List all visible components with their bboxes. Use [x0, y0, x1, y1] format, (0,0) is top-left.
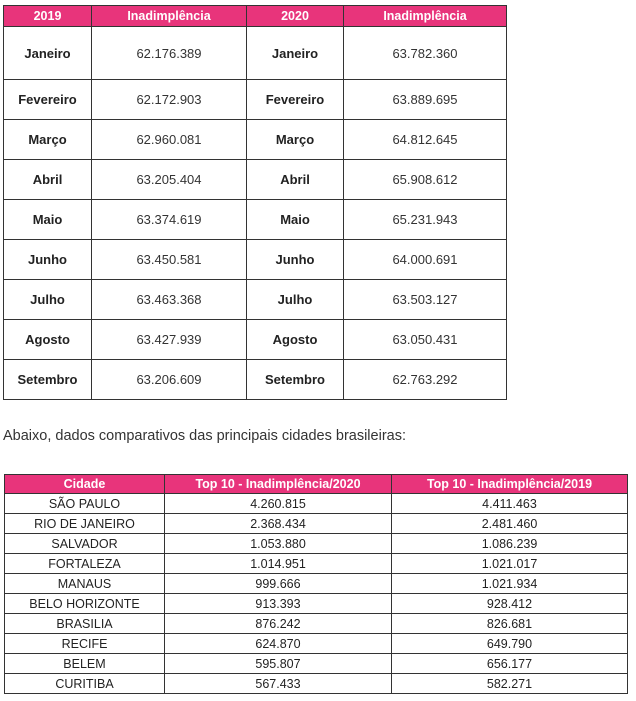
value-cell: 63.463.368 — [92, 280, 247, 320]
column-header-2019: 2019 — [4, 6, 92, 27]
value-2019-cell: 656.177 — [392, 654, 628, 674]
value-cell: 63.450.581 — [92, 240, 247, 280]
table-row — [4, 280, 507, 320]
value-2019-cell: 2.481.460 — [392, 514, 628, 534]
city-cell: FORTALEZA — [5, 554, 165, 574]
city-cell: RECIFE — [5, 634, 165, 654]
month-cell: Janeiro — [4, 27, 92, 80]
month-cell: Junho — [247, 240, 344, 280]
month-cell: Março — [4, 120, 92, 160]
column-header-default-2020: Inadimplência — [344, 6, 507, 27]
value-cell: 62.176.389 — [92, 27, 247, 80]
table-row — [5, 554, 628, 574]
table-row — [4, 120, 507, 160]
month-cell: Junho — [4, 240, 92, 280]
value-cell: 64.812.645 — [344, 120, 507, 160]
column-header-default-2019: Inadimplência — [92, 6, 247, 27]
month-cell: Abril — [247, 160, 344, 200]
table-row — [5, 594, 628, 614]
month-cell: Agosto — [247, 320, 344, 360]
table-row — [4, 160, 507, 200]
month-cell: Abril — [4, 160, 92, 200]
column-header-top10-2019: Top 10 - Inadimplência/2019 — [392, 475, 628, 494]
value-cell: 65.908.612 — [344, 160, 507, 200]
value-2019-cell: 826.681 — [392, 614, 628, 634]
table-row — [4, 200, 507, 240]
value-cell: 63.050.431 — [344, 320, 507, 360]
value-2020-cell: 1.053.880 — [165, 534, 392, 554]
value-cell: 63.889.695 — [344, 80, 507, 120]
column-header-city: Cidade — [5, 475, 165, 494]
value-cell: 62.172.903 — [92, 80, 247, 120]
table-row — [5, 674, 628, 694]
month-cell: Maio — [4, 200, 92, 240]
value-cell: 63.374.619 — [92, 200, 247, 240]
value-2019-cell: 1.021.934 — [392, 574, 628, 594]
table-row — [5, 514, 628, 534]
city-cell: SÃO PAULO — [5, 494, 165, 514]
value-2019-cell: 649.790 — [392, 634, 628, 654]
table-row — [4, 27, 507, 80]
table-row — [4, 320, 507, 360]
value-cell: 63.206.609 — [92, 360, 247, 400]
city-cell: BELEM — [5, 654, 165, 674]
table-row — [5, 574, 628, 594]
value-2019-cell: 582.271 — [392, 674, 628, 694]
intro-text: Abaixo, dados comparativos das principais cidades brasileiras: — [3, 428, 406, 444]
table-row — [4, 360, 507, 400]
monthly-default-table — [3, 5, 507, 400]
value-2019-cell: 928.412 — [392, 594, 628, 614]
table-row — [5, 494, 628, 514]
value-2020-cell: 2.368.434 — [165, 514, 392, 534]
month-cell: Julho — [247, 280, 344, 320]
city-cell: CURITIBA — [5, 674, 165, 694]
table-row — [4, 240, 507, 280]
month-cell: Agosto — [4, 320, 92, 360]
month-cell: Março — [247, 120, 344, 160]
value-cell: 65.231.943 — [344, 200, 507, 240]
column-header-2020: 2020 — [247, 6, 344, 27]
value-2020-cell: 624.870 — [165, 634, 392, 654]
table-row — [5, 614, 628, 634]
value-cell: 63.205.404 — [92, 160, 247, 200]
value-2020-cell: 999.666 — [165, 574, 392, 594]
value-cell: 64.000.691 — [344, 240, 507, 280]
month-cell: Fevereiro — [247, 80, 344, 120]
value-cell: 63.503.127 — [344, 280, 507, 320]
value-2020-cell: 595.807 — [165, 654, 392, 674]
city-cell: BELO HORIZONTE — [5, 594, 165, 614]
value-cell: 62.960.081 — [92, 120, 247, 160]
value-2019-cell: 4.411.463 — [392, 494, 628, 514]
value-cell: 63.427.939 — [92, 320, 247, 360]
table-header-row — [4, 6, 507, 27]
table-header-row — [5, 475, 628, 494]
month-cell: Janeiro — [247, 27, 344, 80]
table-row — [5, 654, 628, 674]
value-cell: 62.763.292 — [344, 360, 507, 400]
city-cell: MANAUS — [5, 574, 165, 594]
value-2020-cell: 4.260.815 — [165, 494, 392, 514]
city-cell: RIO DE JANEIRO — [5, 514, 165, 534]
city-cell: SALVADOR — [5, 534, 165, 554]
value-2020-cell: 876.242 — [165, 614, 392, 634]
month-cell: Julho — [4, 280, 92, 320]
value-2020-cell: 567.433 — [165, 674, 392, 694]
month-cell: Fevereiro — [4, 80, 92, 120]
table-row — [5, 634, 628, 654]
value-2020-cell: 1.014.951 — [165, 554, 392, 574]
value-2019-cell: 1.086.239 — [392, 534, 628, 554]
value-2019-cell: 1.021.017 — [392, 554, 628, 574]
month-cell: Maio — [247, 200, 344, 240]
table-row — [5, 534, 628, 554]
month-cell: Setembro — [247, 360, 344, 400]
column-header-top10-2020: Top 10 - Inadimplência/2020 — [165, 475, 392, 494]
table-row — [4, 80, 507, 120]
city-cell: BRASILIA — [5, 614, 165, 634]
value-2020-cell: 913.393 — [165, 594, 392, 614]
month-cell: Setembro — [4, 360, 92, 400]
value-cell: 63.782.360 — [344, 27, 507, 80]
city-default-table — [4, 474, 628, 694]
